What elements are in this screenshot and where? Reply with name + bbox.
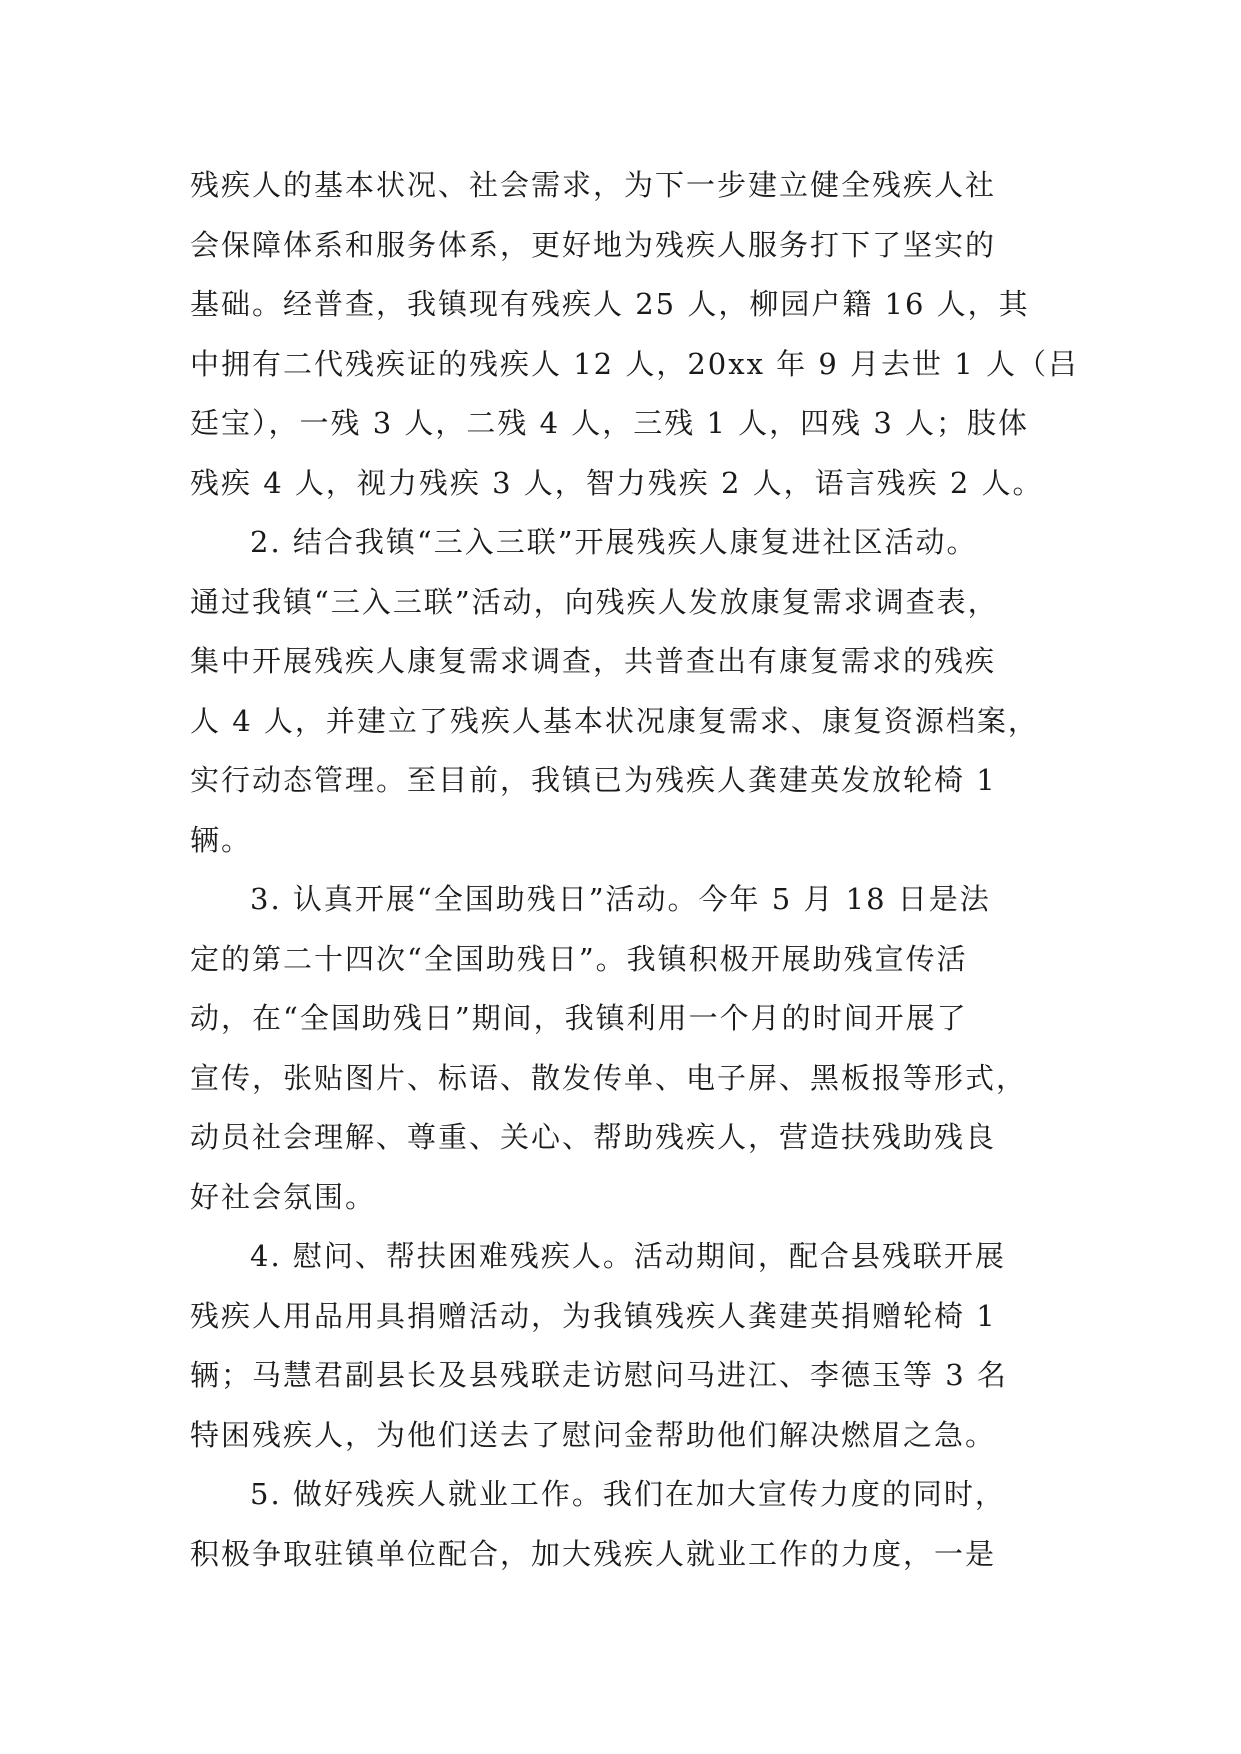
text-line: 通过我镇“三入三联”活动，向残疾人发放康复需求调查表， <box>190 584 999 619</box>
text-line: 好社会氛围。 <box>190 1179 377 1214</box>
text-line: 基础。经普查，我镇现有残疾人 25 人，柳园户籍 16 人，其 <box>190 287 1030 321</box>
text-line: 残疾人用品用具捐赠活动，为我镇残疾人龚建英捐赠轮椅 1 <box>190 1298 997 1333</box>
paragraph-3 <box>190 870 1068 1227</box>
text-line: 集中开展残疾人康复需求调查，共普查出有康复需求的残疾 <box>190 644 997 678</box>
text-line: 人 4 人，并建立了残疾人基本状况康复需求、康复资源档案， <box>190 703 1039 738</box>
body-text <box>190 156 1079 1584</box>
text-line: 动员社会理解、尊重、关心、帮助残疾人，营造扶残助残良 <box>190 1120 997 1154</box>
paragraph-1 <box>190 156 1079 513</box>
text-line: 会保障体系和服务体系，更好地为残疾人服务打下了坚实的 <box>190 227 997 262</box>
text-line: 宣传，张贴图片、标语、散发传单、电子屏、黑板报等形式， <box>190 1060 1028 1095</box>
text-line: 残疾人的基本状况、社会需求，为下一步建立健全残疾人社 <box>190 168 997 202</box>
paragraph-2 <box>190 513 1068 870</box>
text-line: 4. 慰问、帮扶困难残疾人。活动期间，配合县残联开展 <box>250 1239 1006 1273</box>
text-line: 特困残疾人，为他们送去了慰问金帮助他们解决燃眉之急。 <box>190 1417 997 1452</box>
text-line: 动，在“全国助残日”期间，我镇利用一个月的时间开展了 <box>190 1001 968 1035</box>
text-line: 残疾 4 人，视力残疾 3 人，智力残疾 2 人，语言残疾 2 人。 <box>190 465 1044 500</box>
paragraph-5 <box>190 1465 1068 1584</box>
text-line: 2. 结合我镇“三入三联”开展残疾人康复进社区活动。 <box>250 525 978 559</box>
text-line: 3. 认真开展“全国助残日”活动。今年 5 月 18 日是法 <box>250 882 991 916</box>
text-line: 廷宝），一残 3 人，二残 4 人，三残 1 人，四残 3 人；肢体 <box>190 406 1030 440</box>
text-line: 定的第二十四次“全国助残日”。我镇积极开展助残宣传活 <box>190 941 968 976</box>
text-line: 中拥有二代残疾证的残疾人 12 人，20xx 年 9 月去世 1 人（吕 <box>190 346 1079 381</box>
text-line: 5. 做好残疾人就业工作。我们在加大宣传力度的同时， <box>250 1477 1006 1511</box>
text-line: 积极争取驻镇单位配合，加大残疾人就业工作的力度，一是 <box>190 1536 997 1571</box>
text-line: 辆；马慧君副县长及县残联走访慰问马进江、李德玉等 3 名 <box>190 1358 1008 1392</box>
text-line: 实行动态管理。至目前，我镇已为残疾人龚建英发放轮椅 1 <box>190 763 997 797</box>
paragraph-4 <box>190 1227 1068 1465</box>
text-line: 辆。 <box>190 822 253 857</box>
